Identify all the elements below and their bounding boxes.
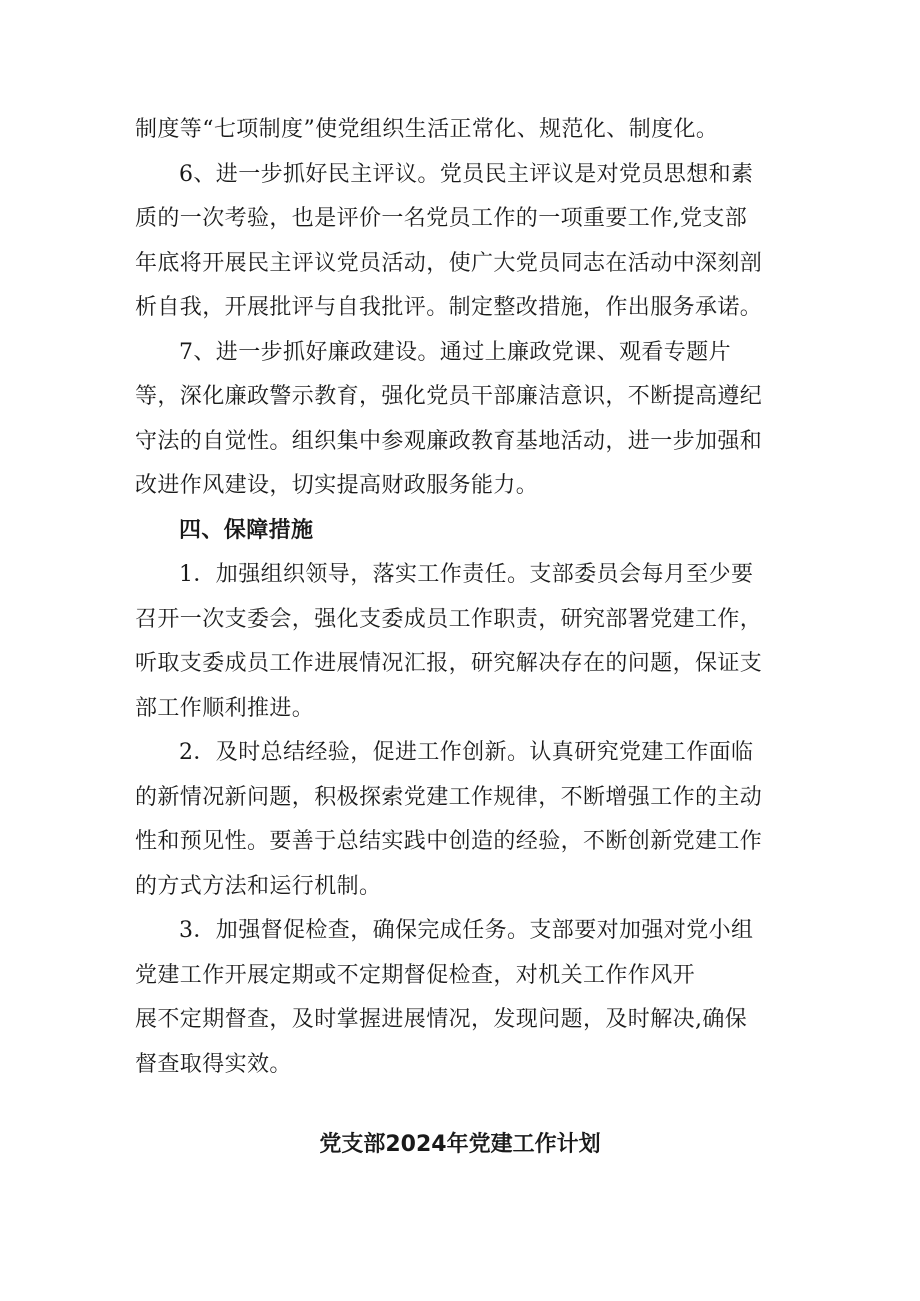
body-text	[135, 108, 785, 1087]
text-line: 7、进一步抓好廉政建设。通过上廉政党课、观看专题片	[179, 339, 731, 365]
text-line: 2．及时总结经验，促进工作创新。认真研究党建工作面临	[179, 740, 754, 765]
text-line: 督查取得实效。	[135, 1051, 292, 1077]
text-line: 守法的自觉性。组织集中参观廉政教育基地活动，进一步加强和	[135, 428, 763, 454]
text-line: 析自我，开展批评与自我批评。制定整改措施，作出服务承诺。	[135, 295, 763, 320]
text-line: 年底将开展民主评议党员活动，使广大党员同志在活动中深刻剖	[135, 250, 763, 276]
text-line: 等，深化廉政警示教育，强化党员干部廉洁意识，不断提高遵纪	[135, 384, 763, 409]
text-line: 性和预见性。要善于总结实践中创造的经验，不断创新党建工作	[135, 829, 763, 854]
text-line: 1．加强组织领导，落实工作责任。支部委员会每月至少要	[179, 562, 754, 587]
text-line: 3．加强督促检查，确保完成任务。支部要对加强对党小组	[179, 918, 754, 943]
text-line: 召开一次支委会，强化支委成员工作职责，研究部署党建工作，	[135, 606, 763, 632]
text-line: 6、进一步抓好民主评议。党员民主评议是对党员思想和素	[179, 161, 754, 187]
text-line: 展不定期督查，及时掌握进展情况，发现问题，及时解决,确保	[135, 1007, 748, 1032]
document-title: 党支部2024年党建工作计划	[319, 1132, 601, 1157]
text-line: 党建工作开展定期或不定期督促检查，对机关工作作风开	[135, 962, 696, 988]
text-line: 的新情况新问题，积极探索党建工作规律，不断增强工作的主动	[135, 784, 763, 810]
text-line: 制度等“七项制度”使党组织生活正常化、规范化、制度化。	[135, 117, 719, 142]
text-line: 部工作顺利推进。	[135, 695, 315, 721]
text-line: 的方式方法和运行机制。	[135, 873, 382, 899]
text-line: 听取支委成员工作进展情况汇报，研究解决存在的问题，保证支	[135, 651, 763, 676]
text-line: 改进作风建设，切实提高财政服务能力。	[135, 473, 539, 498]
text-line: 质的一次考验，也是评价一名党员工作的一项重要工作,党支部	[135, 206, 748, 231]
section-heading: 四、保障措施	[179, 517, 314, 543]
